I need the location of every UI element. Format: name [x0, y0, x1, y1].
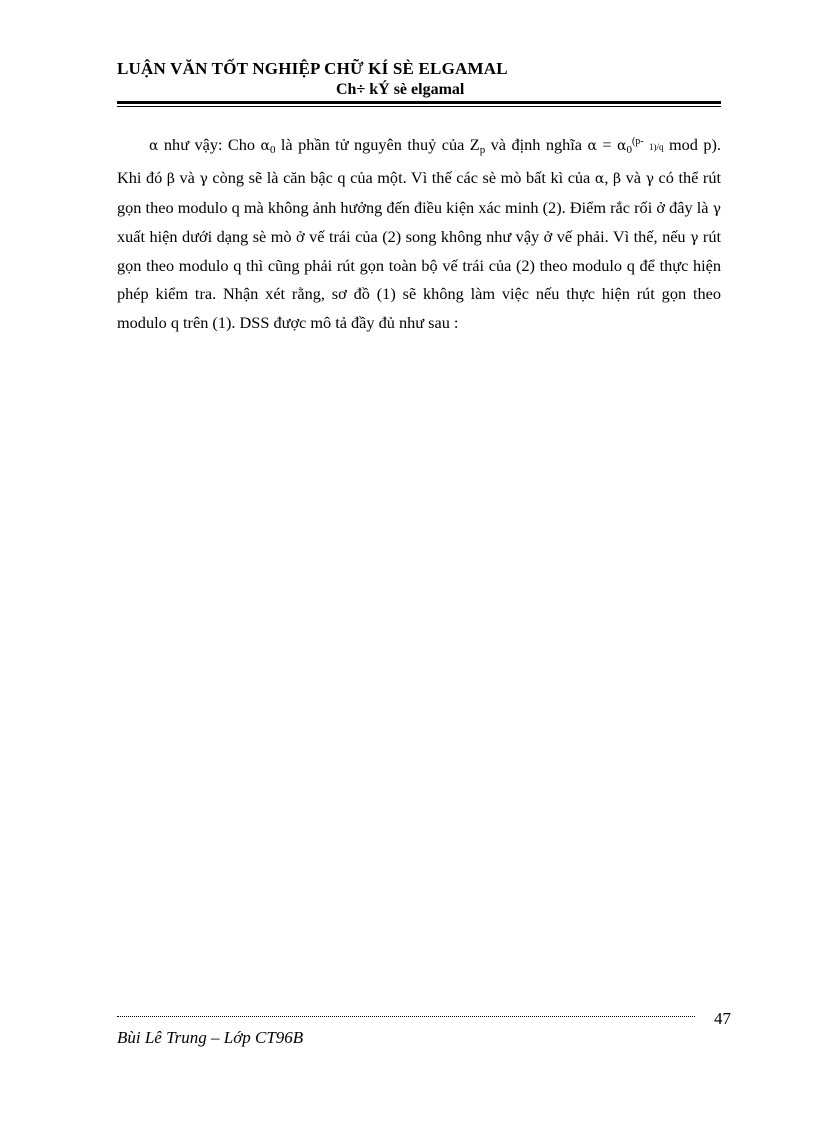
subscript-zero: 0 [269, 144, 276, 156]
page-number: 47 [714, 1009, 731, 1028]
symbol-alpha: α [587, 138, 597, 154]
header-title: LUẬN VĂN TỐT NGHIỆP CHỮ KÍ SÈ ELGAMAL [117, 59, 508, 78]
text-seg9: rút gọn theo modulo q thì cũng phải rút gọn toàn bộ vế trái của (2) theo modulo q để thực hiện phép kiểm tra. Nhận xét rằng, sơ đồ (1) sẽ không làm việc nếu thực hiện rút gọn theo modulo q trên (1). DSS được mô tả đầy đủ như sau : [117, 226, 722, 332]
text-seg1: như vậy: Cho [158, 135, 261, 154]
text-seg8: xuất hiện dưới dạng sè mò ở vế trái của (2) song không như vậy ở vế phải. Vì thế, nếu [117, 226, 691, 246]
symbol-gamma: γ [645, 171, 654, 188]
symbol-beta: β [612, 171, 622, 188]
symbol-alpha: α [149, 138, 159, 154]
page-header [117, 58, 721, 100]
text-seg6: còng sẽ là căn bậc q của một. Vì thế các sè mò bất kì của [207, 168, 595, 188]
text-seg7: có thể rút gọn theo modulo q mà không ảnh hưởng đến điều kiện xác minh (2). Điểm rắc rối ở đây là [117, 168, 722, 217]
subscript-p: p [479, 144, 486, 156]
header-subtitle: Ch÷ kÝ sè elgamal [336, 81, 465, 98]
symbol-gamma: γ [690, 229, 699, 246]
symbol-alpha: α [616, 138, 627, 154]
text-seg3: và định nghĩa [485, 135, 588, 154]
text-seg5b: và [621, 168, 646, 188]
exponent-part-a: (p- [631, 136, 644, 147]
symbol-alpha: α [260, 138, 270, 154]
header-divider [117, 101, 721, 107]
exponent-part-b: 1)/q [649, 142, 664, 152]
text-seg5: và [174, 168, 200, 188]
symbol-alpha: α [594, 171, 605, 188]
text-comma: , [604, 168, 613, 188]
symbol-gamma: γ [199, 171, 208, 188]
text-seg4: mod p). Khi đó [117, 135, 721, 188]
footer-divider [117, 1016, 695, 1017]
footer-author: Bùi Lê Trung – Lớp CT96B [117, 1028, 304, 1047]
symbol-beta: β [166, 171, 175, 188]
body-paragraph [117, 128, 721, 337]
text-equals: = [596, 135, 617, 154]
subscript-zero: 0 [626, 144, 632, 156]
text-seg2: là phần tử nguyên thuỷ của Z [275, 135, 480, 154]
symbol-gamma: γ [712, 200, 721, 217]
